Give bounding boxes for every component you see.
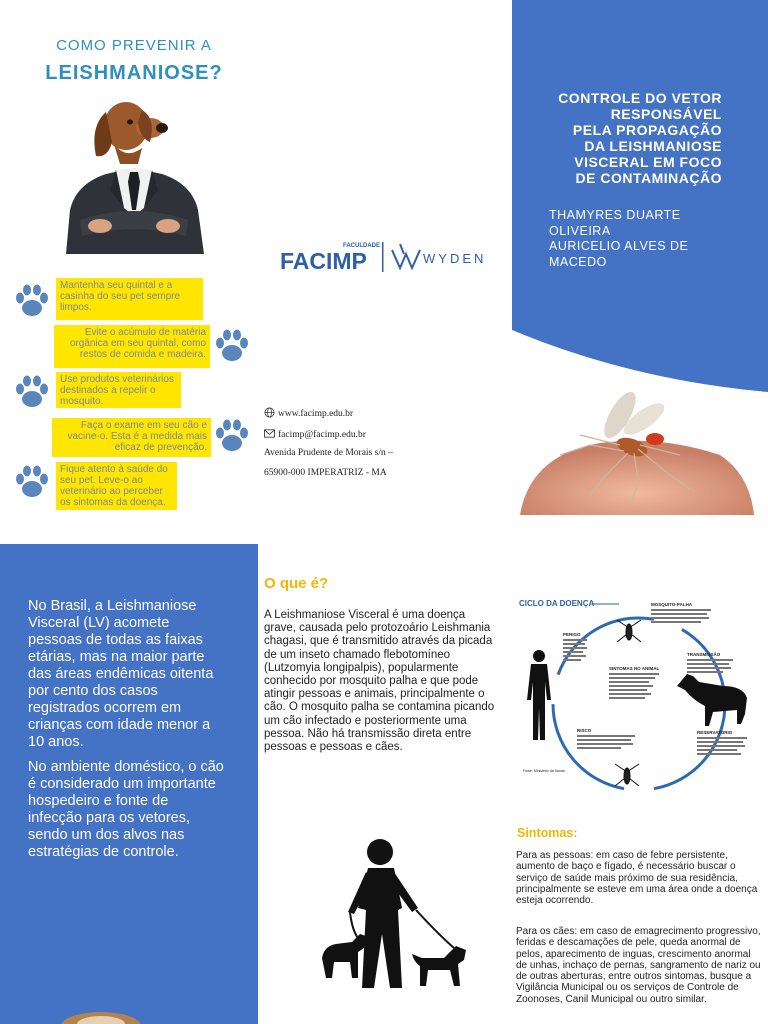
cover-title: CONTROLE DO VETOR RESPONSÁVEL PELA PROPAGAÇÃO DA LEISHMANIOSE VISCERAL EM FOCO DE CONTAMINAÇÃO bbox=[558, 90, 722, 186]
prevention-tip-3: Use produtos veterinários destinados a repelir o mosquito. bbox=[56, 372, 181, 408]
disease-cycle-diagram bbox=[517, 594, 767, 804]
envelope-icon bbox=[264, 428, 275, 439]
paw-icon bbox=[212, 326, 252, 366]
logo-faculdade-text: FACULDADE bbox=[343, 243, 380, 249]
symptoms-people: Para as pessoas: em caso de febre persistente, aumento de baço e fígado, é necessário buscar o serviço de saúde mais próximo de sua residência, principalmente se esteve em uma área onde a doença esteja ocorrendo. bbox=[516, 850, 758, 907]
contact-address-line1: Avenida Prudente de Morais s/n – bbox=[264, 448, 393, 458]
prevention-title-line1: COMO PREVENIR A bbox=[56, 37, 212, 54]
what-is-heading: O que é? bbox=[264, 575, 329, 592]
label-transmissao: TRANSMISSÃO bbox=[687, 652, 721, 657]
contact-email[interactable]: facimp@facimp.edu.br bbox=[264, 428, 366, 440]
label-mosquito: MOSQUITO-PALHA bbox=[651, 602, 693, 607]
paw-icon bbox=[12, 372, 52, 412]
label-perigo: PERIGO bbox=[563, 632, 581, 637]
symptoms-heading: Sintomas: bbox=[517, 826, 578, 840]
label-risco: RISCO bbox=[577, 728, 592, 733]
info-panel-text bbox=[28, 598, 224, 869]
person-walking-dogs-icon bbox=[318, 838, 478, 990]
dog-in-suit-image bbox=[60, 98, 208, 254]
info-paragraph-1: No Brasil, a Leishmaniose Visceral (LV) acomete pessoas de todas as faixas etárias, mas na maior parte das áreas endêmicas oitenta por cento dos casos registrados ocorrem em crianças com idade menor a 10 anos. bbox=[28, 598, 214, 750]
dog-peek-image bbox=[56, 1008, 146, 1024]
label-sintomas-animal: SINTOMAS NO ANIMAL bbox=[609, 666, 660, 671]
contact-address-line2: 65900-000 IMPERATRIZ - MA bbox=[264, 468, 387, 478]
prevention-tip-2: Evite o acúmulo de matéria orgânica em seu quintal, como restos de comida e madeira. bbox=[54, 325, 210, 368]
sandfly-on-skin-image bbox=[520, 385, 754, 515]
prevention-tip-5: Fique atento à saúde do seu pet. Leve-o ao veterinário ao perceber os sintomas da doença. bbox=[56, 462, 177, 510]
prevention-tip-1: Mantenha seu quintal e a casinha do seu pet sempre limpos. bbox=[56, 278, 203, 320]
logo-facimp-text: FACIMP bbox=[280, 248, 367, 274]
paw-icon bbox=[12, 281, 52, 321]
label-reservatorio: RESERVATÓRIO bbox=[697, 730, 733, 735]
authors: THAMYRES DUARTE OLIVEIRA AURICELIO ALVES DE MACEDO bbox=[549, 208, 689, 269]
contact-website[interactable]: www.facimp.edu.br bbox=[264, 407, 353, 419]
paw-icon bbox=[212, 416, 252, 456]
what-is-text: A Leishmaniose Visceral é uma doença grave, causada pelo protozoário Leishmania chagasi, que é transmitido através da picada de um inseto chamado flebotomíneo (Lutzomyia longipalpis), popularmente conhecido por mosquito palha e que pode atingir pessoas e animais, principalmente o cão. O mosquito palha se contamina picando um cão infectado e posteriormente uma pessoa. Não há transmissão direta entre pessoas e pessoas e cães. bbox=[264, 609, 495, 754]
cycle-title: CICLO DA DOENÇA bbox=[519, 599, 595, 608]
cover-blue-background bbox=[512, 0, 768, 392]
symptoms-dogs: Para os cães: em caso de emagrecimento progressivo, feridas e descamações de pele, queda anormal de pelos, aparecimento de inguas, crescimento anormal de unhas, inchaço de pernas, sangramento de nariz ou de outras aberturas, entre outros sintomas, busque a Vigilância Municipal ou os serviços de Controle de Zoonoses, Canil Municipal ou outro similar. bbox=[516, 926, 761, 1005]
facimp-wyden-logo bbox=[280, 236, 490, 276]
prevention-title-line2: LEISHMANIOSE? bbox=[45, 62, 223, 84]
globe-icon bbox=[264, 407, 275, 418]
info-paragraph-2: No ambiente doméstico, o cão é considerado um importante hospedeiro e fonte de infecção para os vetores, sendo um dos alvos nas estratégias de controle. bbox=[28, 759, 224, 860]
prevention-tip-4: Faça o exame em seu cão e vacine-o. Esta é a medida mais eficaz de prevenção. bbox=[52, 418, 211, 457]
paw-icon bbox=[12, 462, 52, 502]
logo-wyden-text: WYDEN bbox=[423, 251, 487, 266]
label-fonte: Fonte: Ministério da Saúde bbox=[523, 769, 565, 773]
